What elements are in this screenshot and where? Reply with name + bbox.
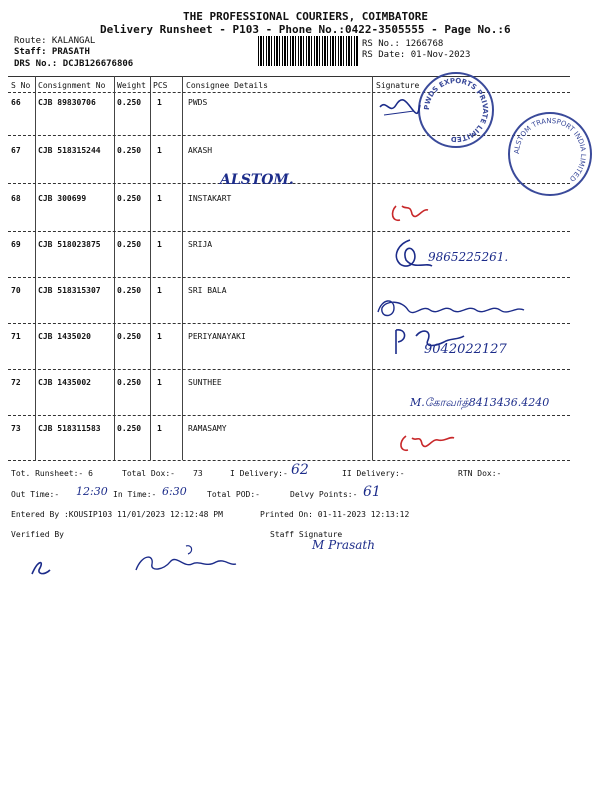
svg-text:PWDS EXPORTS PRIVATE LIMITED xyxy=(423,77,489,143)
col-header-consignment: Consignment No xyxy=(38,81,106,90)
route: Route: KALANGAL xyxy=(14,36,96,46)
col-header-consignee: Consignee Details xyxy=(186,81,268,90)
total-dox-label: Total Dox:- xyxy=(122,469,175,478)
row-weight: 0.250 xyxy=(117,286,142,295)
rs-no: RS No.: 1266768 xyxy=(362,39,444,49)
col-divider xyxy=(114,76,115,460)
row-pcs: 1 xyxy=(157,98,162,107)
i-delivery-label: I Delivery:- xyxy=(230,469,288,478)
row-weight: 0.250 xyxy=(117,146,142,155)
signature-scribble xyxy=(396,428,456,458)
stamp-alstom-graphic xyxy=(510,114,590,194)
col-header-signature: Signature xyxy=(376,81,420,90)
row-weight: 0.250 xyxy=(117,98,142,107)
in-time-label: In Time:- xyxy=(113,490,157,499)
row-pcs: 1 xyxy=(157,424,162,433)
tot-runsheet: Tot. Runsheet:- 6 xyxy=(11,469,93,478)
company-name: THE PROFESSIONAL COURIERS, COIMBATORE xyxy=(183,10,429,23)
row-pcs: 1 xyxy=(157,286,162,295)
col-divider xyxy=(35,76,36,460)
delvy-points-value: 61 xyxy=(363,484,381,500)
handwritten-phone: 9042022127 xyxy=(424,342,507,357)
col-divider xyxy=(182,76,183,460)
row-consignee: SRIJA xyxy=(188,240,213,249)
row-consignment: CJB 518311583 xyxy=(38,424,101,433)
row-sno: 73 xyxy=(11,424,21,433)
row-divider xyxy=(8,277,570,278)
row-consignment: CJB 300699 xyxy=(38,194,87,203)
row-sno: 68 xyxy=(11,194,21,203)
row-consignee: PWDS xyxy=(188,98,208,107)
total-pod-label: Total POD:- xyxy=(207,490,260,499)
staff-signature-label: Staff Signature xyxy=(270,530,343,539)
row-weight: 0.250 xyxy=(117,424,142,433)
col-divider xyxy=(372,76,373,460)
svg-text:ALSTOM TRANSPORT INDIA LIMITED xyxy=(513,117,587,183)
company-stamp-alstom xyxy=(508,112,592,196)
staff-signature: M Prasath xyxy=(312,538,375,552)
row-consignee: SRI BALA xyxy=(188,286,227,295)
row-weight: 0.250 xyxy=(117,378,142,387)
row-pcs: 1 xyxy=(157,378,162,387)
row-consignee: INSTAKART xyxy=(188,194,232,203)
delvy-points-label: Delvy Points:- xyxy=(290,490,358,499)
row-consignee: AKASH xyxy=(188,146,213,155)
row-divider xyxy=(8,460,570,461)
row-weight: 0.250 xyxy=(117,332,142,341)
row-pcs: 1 xyxy=(157,240,162,249)
row-consignment: CJB 1435020 xyxy=(38,332,91,341)
rs-date: RS Date: 01-Nov-2023 xyxy=(362,50,471,60)
entered-by: Entered By :KOUSIP103 11/01/2023 12:12:48 PM xyxy=(11,510,223,519)
total-dox-value: 73 xyxy=(193,469,203,478)
rtn-dox-label: RTN Dox:- xyxy=(458,469,502,478)
row-sno: 72 xyxy=(11,378,21,387)
i-delivery-value: 62 xyxy=(291,462,309,478)
out-time-label: Out Time:- xyxy=(11,490,60,499)
row-sno: 69 xyxy=(11,240,21,249)
stamp-pwds-text: PWDS EXPORTS PRIVATE LIMITED xyxy=(422,76,490,144)
stamp-pwds-graphic xyxy=(420,74,492,146)
barcode xyxy=(258,36,358,66)
col-divider xyxy=(150,76,151,460)
row-consignee: RAMASAMY xyxy=(188,424,227,433)
verified-by-label: Verified By xyxy=(11,530,64,539)
row-divider xyxy=(8,415,570,416)
col-header-pcs: PCS xyxy=(153,81,168,90)
row-consignee: PERIYANAYAKI xyxy=(188,332,246,341)
signature-scribble xyxy=(372,292,552,324)
row-consignment: CJB 518023875 xyxy=(38,240,101,249)
row-sno: 71 xyxy=(11,332,21,341)
drs-no: DRS No.: DCJB126676806 xyxy=(14,59,134,69)
row-divider xyxy=(8,231,570,232)
out-time-value: 12:30 xyxy=(76,485,108,498)
col-header-weight: Weight xyxy=(117,81,146,90)
handwritten-phone: 9865225261. xyxy=(428,250,509,264)
row-sno: 66 xyxy=(11,98,21,107)
in-time-value: 6:30 xyxy=(162,485,187,498)
row-sno: 70 xyxy=(11,286,21,295)
row-pcs: 1 xyxy=(157,194,162,203)
ii-delivery-label: II Delivery:- xyxy=(342,469,405,478)
row-weight: 0.250 xyxy=(117,194,142,203)
handwritten-alstom: ALSTOM. xyxy=(220,172,294,188)
row-consignment: CJB 1435002 xyxy=(38,378,91,387)
verifier-signature xyxy=(130,542,240,580)
row-consignment: CJB 518315244 xyxy=(38,146,101,155)
stamp-alstom-text: ALSTOM TRANSPORT INDIA LIMITED xyxy=(512,116,588,183)
row-consignee: SUNTHEE xyxy=(188,378,222,387)
row-divider xyxy=(8,369,570,370)
row-sno: 67 xyxy=(11,146,21,155)
verifier-signature xyxy=(28,556,52,578)
printed-on: Printed On: 01-11-2023 12:13:12 xyxy=(260,510,410,519)
row-consignment: CJB 518315307 xyxy=(38,286,101,295)
signature-scribble xyxy=(378,95,422,125)
row-weight: 0.250 xyxy=(117,240,142,249)
col-header-sno: S No xyxy=(11,81,31,90)
row-pcs: 1 xyxy=(157,146,162,155)
signature-scribble xyxy=(388,200,438,228)
staff: Staff: PRASATH xyxy=(14,47,90,57)
row-consignment: CJB 89830706 xyxy=(38,98,96,107)
runsheet-subtitle: Delivery Runsheet - P103 - Phone No.:0422-3505555 - Page No.:6 xyxy=(100,23,511,36)
company-stamp-pwds xyxy=(418,72,494,148)
handwritten-name-phone: M.கோவர்த்8413436.4240 xyxy=(410,396,550,409)
row-pcs: 1 xyxy=(157,332,162,341)
